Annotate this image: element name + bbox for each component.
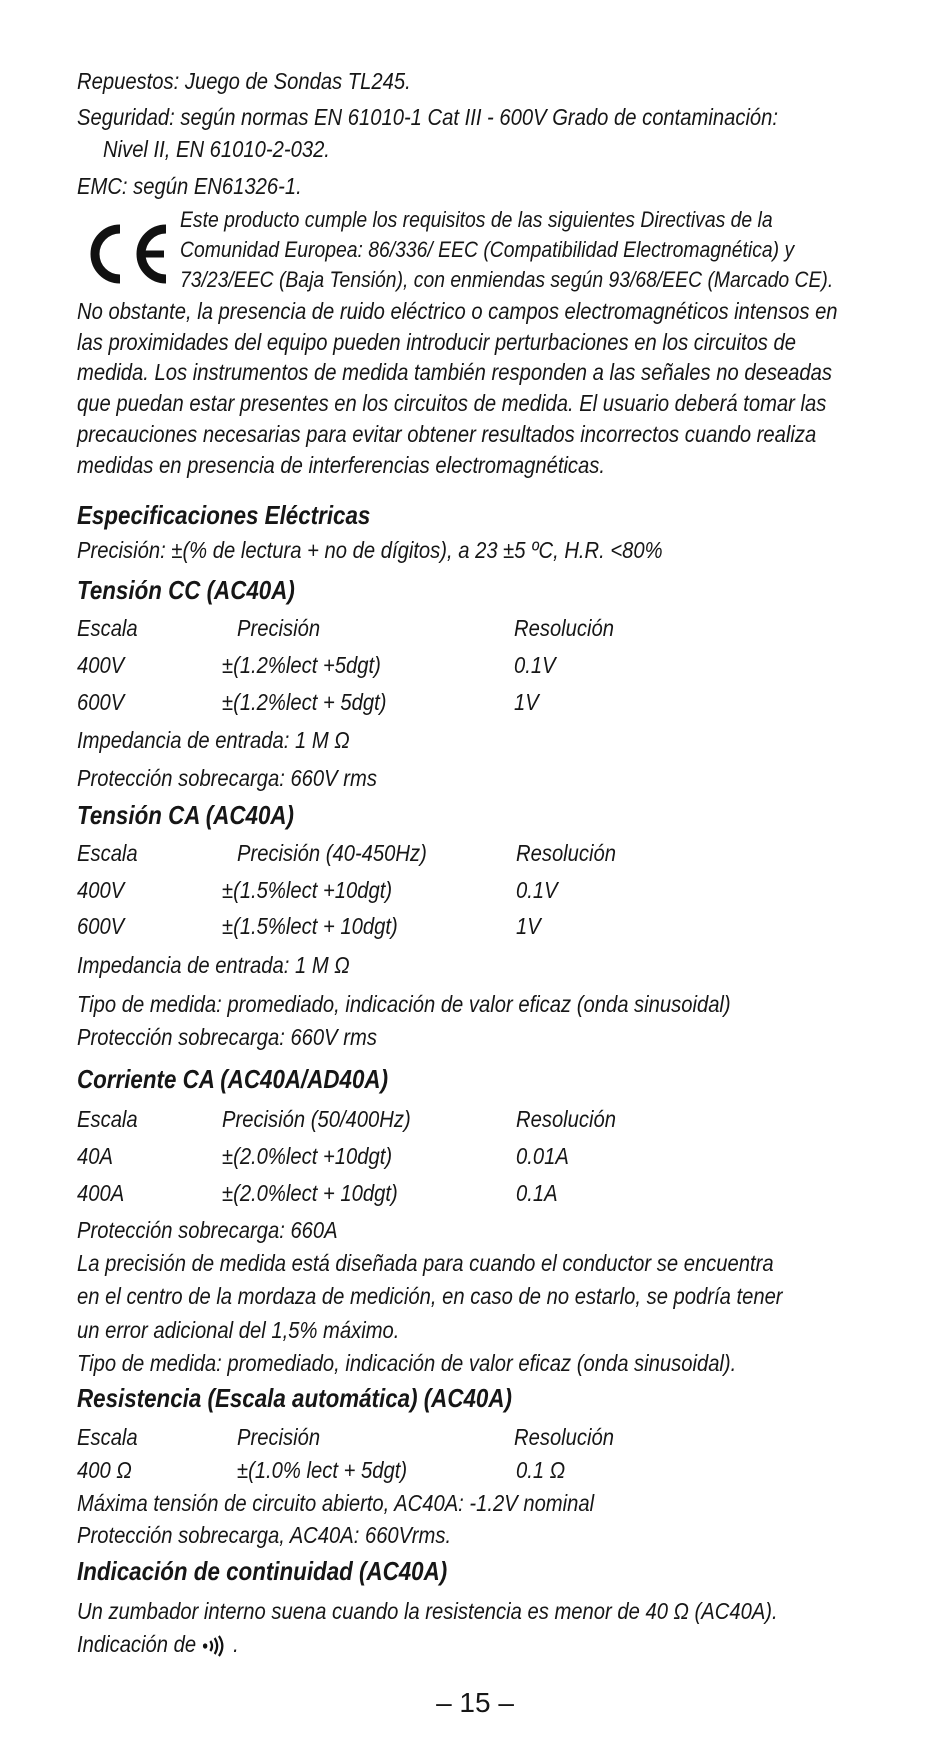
emc-paragraph-line-2: las proximidades del equipo pueden introducir perturbaciones en los circuitos de: [77, 329, 797, 355]
table-cell: 600V: [77, 689, 125, 715]
table-header: Resolución: [516, 840, 616, 866]
resistencia-heading: Resistencia (Escala automática) (AC40A): [77, 1383, 512, 1413]
ce-text-line-1: Este producto cumple los requisitos de las siguientes Directivas de la: [180, 207, 773, 232]
table-header: Resolución: [514, 1424, 614, 1450]
corriente-ca-tipo: Tipo de medida: promediado, indicación de valor eficaz (onda sinusoidal).: [77, 1350, 737, 1376]
emc-paragraph-line-3: medida. Los instrumentos de medida también responden a las señales no deseadas: [77, 359, 832, 385]
table-header: Escala: [77, 1424, 138, 1450]
tension-cc-impedancia: Impedancia de entrada: 1 M Ω: [77, 727, 350, 753]
table-header: Resolución: [516, 1106, 616, 1132]
table-header: Precisión: [237, 615, 321, 641]
table-cell: 0.1A: [516, 1180, 558, 1206]
table-cell: 0.1V: [516, 877, 558, 903]
table-header: Escala: [77, 615, 138, 641]
indicacion-end: .: [233, 1631, 239, 1657]
tension-ca-impedancia: Impedancia de entrada: 1 M Ω: [77, 952, 350, 978]
tension-ca-tipo: Tipo de medida: promediado, indicación de valor eficaz (onda sinusoidal): [77, 991, 731, 1017]
tension-cc-proteccion: Protección sobrecarga: 660V rms: [77, 765, 377, 791]
table-cell: ±(1.5%lect + 10dgt): [222, 913, 398, 939]
tension-cc-heading: Tensión CC (AC40A): [77, 575, 295, 605]
corriente-ca-nota-1: La precisión de medida está diseñada para cuando el conductor se encuentra: [77, 1250, 774, 1276]
table-header: Resolución: [514, 615, 614, 641]
emc-paragraph-line-1: No obstante, la presencia de ruido eléctrico o campos electromagnéticos intensos en: [77, 298, 838, 324]
table-header: Precisión (40-450Hz): [237, 840, 427, 866]
seguridad-line-1: Seguridad: según normas EN 61010-1 Cat III - 600V Grado de contaminación:: [77, 104, 779, 130]
tension-ca-heading: Tensión CA (AC40A): [77, 800, 294, 830]
continuidad-text: Un zumbador interno suena cuando la resistencia es menor de 40 Ω (AC40A).: [77, 1598, 778, 1624]
table-header: Escala: [77, 840, 138, 866]
table-cell: ±(1.5%lect +10dgt): [222, 877, 393, 903]
especificaciones-heading: Especificaciones Eléctricas: [77, 500, 371, 530]
table-cell: ±(1.0% lect + 5dgt): [237, 1457, 408, 1483]
table-header: Escala: [77, 1106, 138, 1132]
table-cell: 400V: [77, 877, 125, 903]
continuidad-indicacion: [77, 1630, 239, 1658]
table-cell: 400A: [77, 1180, 125, 1206]
page-number: – 15 –: [436, 1687, 514, 1718]
repuestos-line: Repuestos: Juego de Sondas TL245.: [77, 68, 411, 94]
table-cell: 0.1V: [514, 652, 556, 678]
precision-note: Precisión: ±(% de lectura + no de dígitos), a 23 ±5 ºC, H.R. <80%: [77, 537, 663, 563]
table-cell: 0.1 Ω: [516, 1457, 566, 1483]
indicacion-label: Indicación de: [77, 1631, 197, 1657]
table-cell: 400 Ω: [77, 1457, 132, 1483]
table-cell: ±(2.0%lect +10dgt): [222, 1143, 393, 1169]
continuidad-heading: Indicación de continuidad (AC40A): [77, 1556, 448, 1586]
table-header: Precisión (50/400Hz): [222, 1106, 411, 1132]
tension-ca-proteccion: Protección sobrecarga: 660V rms: [77, 1024, 377, 1050]
ce-text-line-3: 73/23/EEC (Baja Tensión), con enmiendas según 93/68/EEC (Marcado CE).: [180, 267, 834, 292]
ce-mark-logo: [80, 223, 172, 285]
seguridad-line-2: Nivel II, EN 61010-2-032.: [103, 136, 330, 162]
emc-paragraph-line-4: que puedan estar presentes en los circuitos de medida. El usuario deberá tomar las: [77, 390, 827, 416]
table-cell: ±(1.2%lect +5dgt): [222, 652, 381, 678]
table-cell: ±(2.0%lect + 10dgt): [222, 1180, 398, 1206]
resistencia-maxima: Máxima tensión de circuito abierto, AC40A: -1.2V nominal: [77, 1490, 595, 1516]
ce-text-line-2: Comunidad Europea: 86/336/ EEC (Compatibilidad Electromagnética) y: [180, 237, 795, 262]
table-cell: 0.01A: [516, 1143, 569, 1169]
corriente-ca-nota-2: en el centro de la mordaza de medición, en caso de no estarlo, se podría tener: [77, 1283, 783, 1309]
corriente-ca-proteccion: Protección sobrecarga: 660A: [77, 1217, 338, 1243]
table-cell: 1V: [516, 913, 541, 939]
table-header: Precisión: [237, 1424, 321, 1450]
emc-paragraph-line-5: precauciones necesarias para evitar obtener resultados incorrectos cuando realiza: [77, 421, 817, 447]
continuity-beep-icon: [202, 1635, 228, 1657]
table-cell: 1V: [514, 689, 539, 715]
emc-line: EMC: según EN61326-1.: [77, 173, 302, 199]
corriente-ca-heading: Corriente CA (AC40A/AD40A): [77, 1064, 389, 1094]
emc-paragraph-line-6: medidas en presencia de interferencias electromagnéticas.: [77, 452, 605, 478]
resistencia-proteccion: Protección sobrecarga, AC40A: 660Vrms.: [77, 1522, 452, 1548]
corriente-ca-nota-3: un error adicional del 1,5% máximo.: [77, 1317, 400, 1343]
table-cell: 400V: [77, 652, 125, 678]
table-cell: ±(1.2%lect + 5dgt): [222, 689, 387, 715]
table-cell: 600V: [77, 913, 125, 939]
table-cell: 40A: [77, 1143, 113, 1169]
